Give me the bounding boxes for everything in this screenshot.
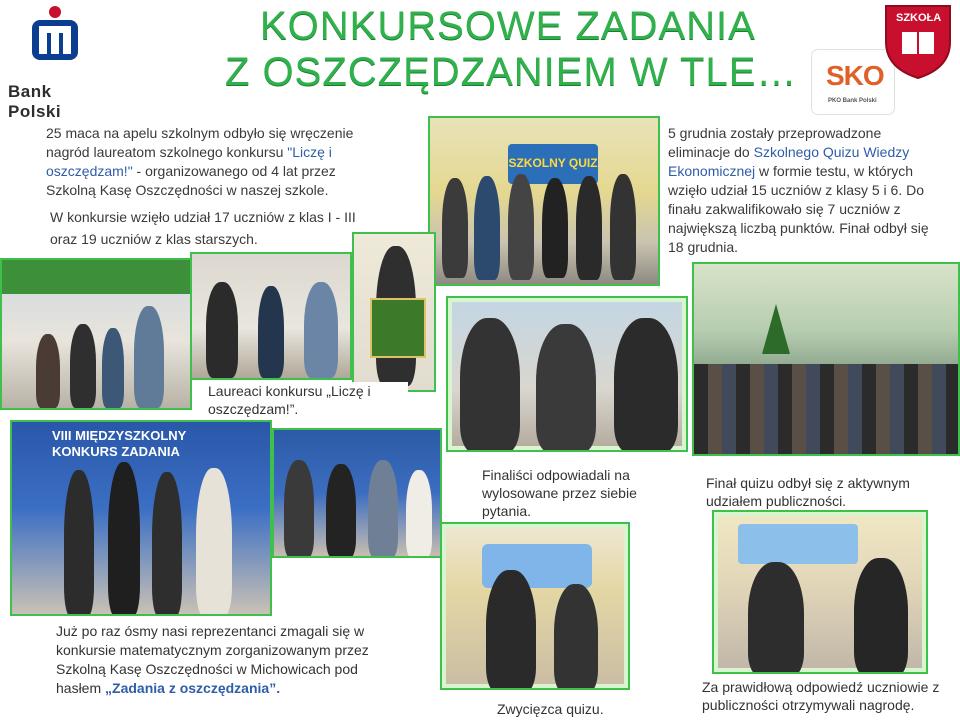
pko-logo-text: Bank Polski <box>8 82 62 121</box>
caption-winner: Zwycięzca quizu. <box>497 701 604 717</box>
sko-logo-word: SKO <box>826 60 884 91</box>
sko-logo-sub: PKO Bank Polski <box>828 98 877 104</box>
participants-text: W konkursie wzięło udział 17 uczniów z klas I - III oraz 19 uczniów z klas starszych. <box>50 209 356 247</box>
school-badge-text: SZKOŁA <box>896 12 942 24</box>
photo-award-handover <box>190 252 352 380</box>
page-title-line2: Z OSZCZĘDZANIEM W TLE… <box>225 50 798 94</box>
contest-name-link: "Liczę i oszczędzam!" <box>46 144 332 179</box>
quiz-description-part1: 5 grudnia zostały przeprowadzone eliminacje do <box>668 125 882 160</box>
caption-final-audience: Finał quizu odbył się z aktywnym udziałem publiczności. <box>706 475 910 509</box>
caption-finalists: Finaliści odpowiadali na wylosowane przez siebie pytania. <box>482 467 637 519</box>
math-contest-text-part1: Już po raz ósmy nasi reprezentanci zmagali się w konkursie matematycznym zorganizowanym przez Szkolną Kasę Oszczędności w Michowicach pod hasłem <box>56 623 369 696</box>
photo-contest-handover <box>272 428 442 558</box>
photo-award-ceremony <box>0 258 192 410</box>
math-contest-slogan: „Zadania z oszczędzania”. <box>105 680 281 696</box>
photo-prize-giving <box>712 510 928 674</box>
photo-girl-with-book <box>352 232 436 392</box>
quiz-description <box>668 124 940 257</box>
board-text: VIII MIĘDZYSZKOLNY KONKURS ZADANIA <box>52 428 187 459</box>
page-title-line1: KONKURSOWE ZADANIA <box>260 4 756 48</box>
pko-emblem-icon <box>26 4 84 62</box>
caption-laureates: Laureaci konkursu „Liczę i oszczędzam!”. <box>208 382 408 418</box>
quiz-sign-text: SZKOLNY QUIZ <box>508 156 598 170</box>
intro-text <box>46 124 376 200</box>
pko-logo <box>8 2 104 121</box>
intro-text-part2: - organizowanego od 4 lat przez Szkolną Kasę Oszczędności w naszej szkole. <box>46 163 336 198</box>
photo-finalists <box>446 296 688 452</box>
quiz-description-part2: w formie testu, w których wzięło udział 15 uczniów z klasy 5 i 6. Do finału zakwalifikowało się 7 uczniów z największą liczbą punktów. Finał odbył się 18 grudnia. <box>668 163 929 255</box>
intro-text-part1: 25 maca na apelu szkolnym odbyło się wręczenie nagród laureatom szkolnego konkursu <box>46 125 354 160</box>
caption-prize: Za prawidłową odpowiedź uczniowie z publiczności otrzymywali nagrodę. <box>702 679 940 713</box>
photo-quiz-winner <box>440 522 630 690</box>
photo-math-contest <box>10 420 272 616</box>
photo-quiz-group <box>428 116 660 286</box>
math-contest-text <box>56 622 400 698</box>
school-badge <box>878 2 958 80</box>
photo-audience <box>692 262 960 456</box>
quiz-name-link: Szkolnego Quizu Wiedzy Ekonomicznej <box>668 144 910 179</box>
